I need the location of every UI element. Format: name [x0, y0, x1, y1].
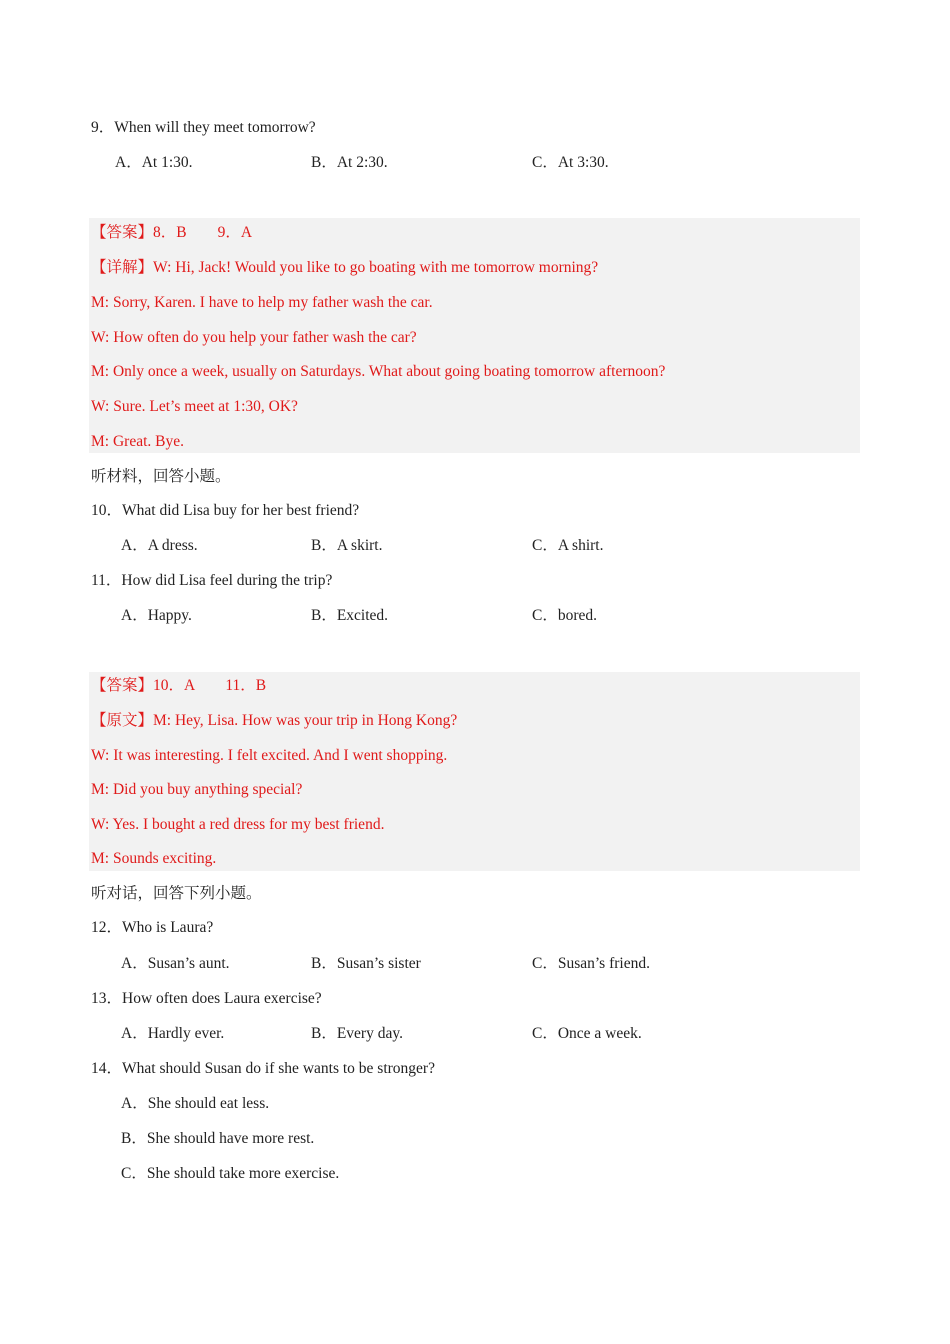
dialogue-line: M: Sorry, Karen. I have to help my father wash the car. — [91, 294, 433, 311]
q10-option-b: B．A skirt. — [311, 537, 383, 554]
q13-option-a: A．Hardly ever. — [121, 1025, 225, 1042]
answer-line-1: 【答案】8．B 9．A — [91, 224, 253, 241]
dialogue-line: W: How often do you help your father wash the car? — [91, 329, 417, 346]
dialogue-line: W: Sure. Let’s meet at 1:30, OK? — [91, 398, 298, 415]
dialogue-line: M: Did you buy anything special? — [91, 781, 303, 798]
answer-line-2: 【答案】10．A 11．B — [91, 677, 267, 694]
q13-option-b: B．Every day. — [311, 1025, 403, 1042]
q10-option-c: C．A shirt. — [532, 537, 604, 554]
q12-option-c: C．Susan’s friend. — [532, 955, 650, 972]
dialogue-line: M: Sounds exciting. — [91, 850, 217, 867]
q11-option-b: B．Excited. — [311, 607, 389, 624]
q10-option-a: A．A dress. — [121, 537, 198, 554]
q13-option-c: C．Once a week. — [532, 1025, 642, 1042]
explain-tag-1: 【详解】 — [91, 259, 154, 276]
q11-option-c: C．bored. — [532, 607, 598, 624]
question-9-stem: 9．When will they meet tomorrow? — [91, 119, 316, 136]
explanation-line-2 — [91, 711, 457, 731]
explain-tag-2: 【原文】 — [91, 712, 154, 729]
q9-option-a: A．At 1:30. — [115, 154, 193, 171]
instruction-1: 听材料，回答小题。 — [91, 468, 231, 485]
answer-box-2 — [89, 672, 860, 871]
dialogue-line: W: Yes. I bought a red dress for my best friend. — [91, 816, 385, 833]
question-11-stem: 11．How did Lisa feel during the trip? — [91, 572, 333, 589]
dialogue-line: M: Great. Bye. — [91, 433, 184, 450]
explanation-line-1 — [91, 258, 598, 278]
question-13-stem: 13．How often does Laura exercise? — [91, 990, 322, 1007]
question-10-stem: 10．What did Lisa buy for her best friend? — [91, 502, 360, 519]
q14-option-b: B．She should have more rest. — [121, 1130, 315, 1147]
dialogue-line: W: It was interesting. I felt excited. And I went shopping. — [91, 747, 448, 764]
q14-option-c: C．She should take more exercise. — [121, 1165, 340, 1182]
q9-option-c: C．At 3:30. — [532, 154, 609, 171]
dialogue-line: W: Hi, Jack! Would you like to go boating with me tomorrow morning? — [153, 259, 599, 276]
question-14-stem: 14．What should Susan do if she wants to be stronger? — [91, 1060, 435, 1077]
instruction-2: 听对话，回答下列小题。 — [91, 885, 262, 902]
q12-option-b: B．Susan’s sister — [311, 955, 421, 972]
dialogue-line: M: Only once a week, usually on Saturdays. What about going boating tomorrow afternoon? — [91, 363, 666, 380]
q12-option-a: A．Susan’s aunt. — [121, 955, 230, 972]
q11-option-a: A．Happy. — [121, 607, 192, 624]
q14-option-a: A．She should eat less. — [121, 1095, 270, 1112]
dialogue-line: M: Hey, Lisa. How was your trip in Hong Kong? — [153, 712, 458, 729]
q9-option-b: B．At 2:30. — [311, 154, 388, 171]
question-12-stem: 12．Who is Laura? — [91, 919, 214, 936]
